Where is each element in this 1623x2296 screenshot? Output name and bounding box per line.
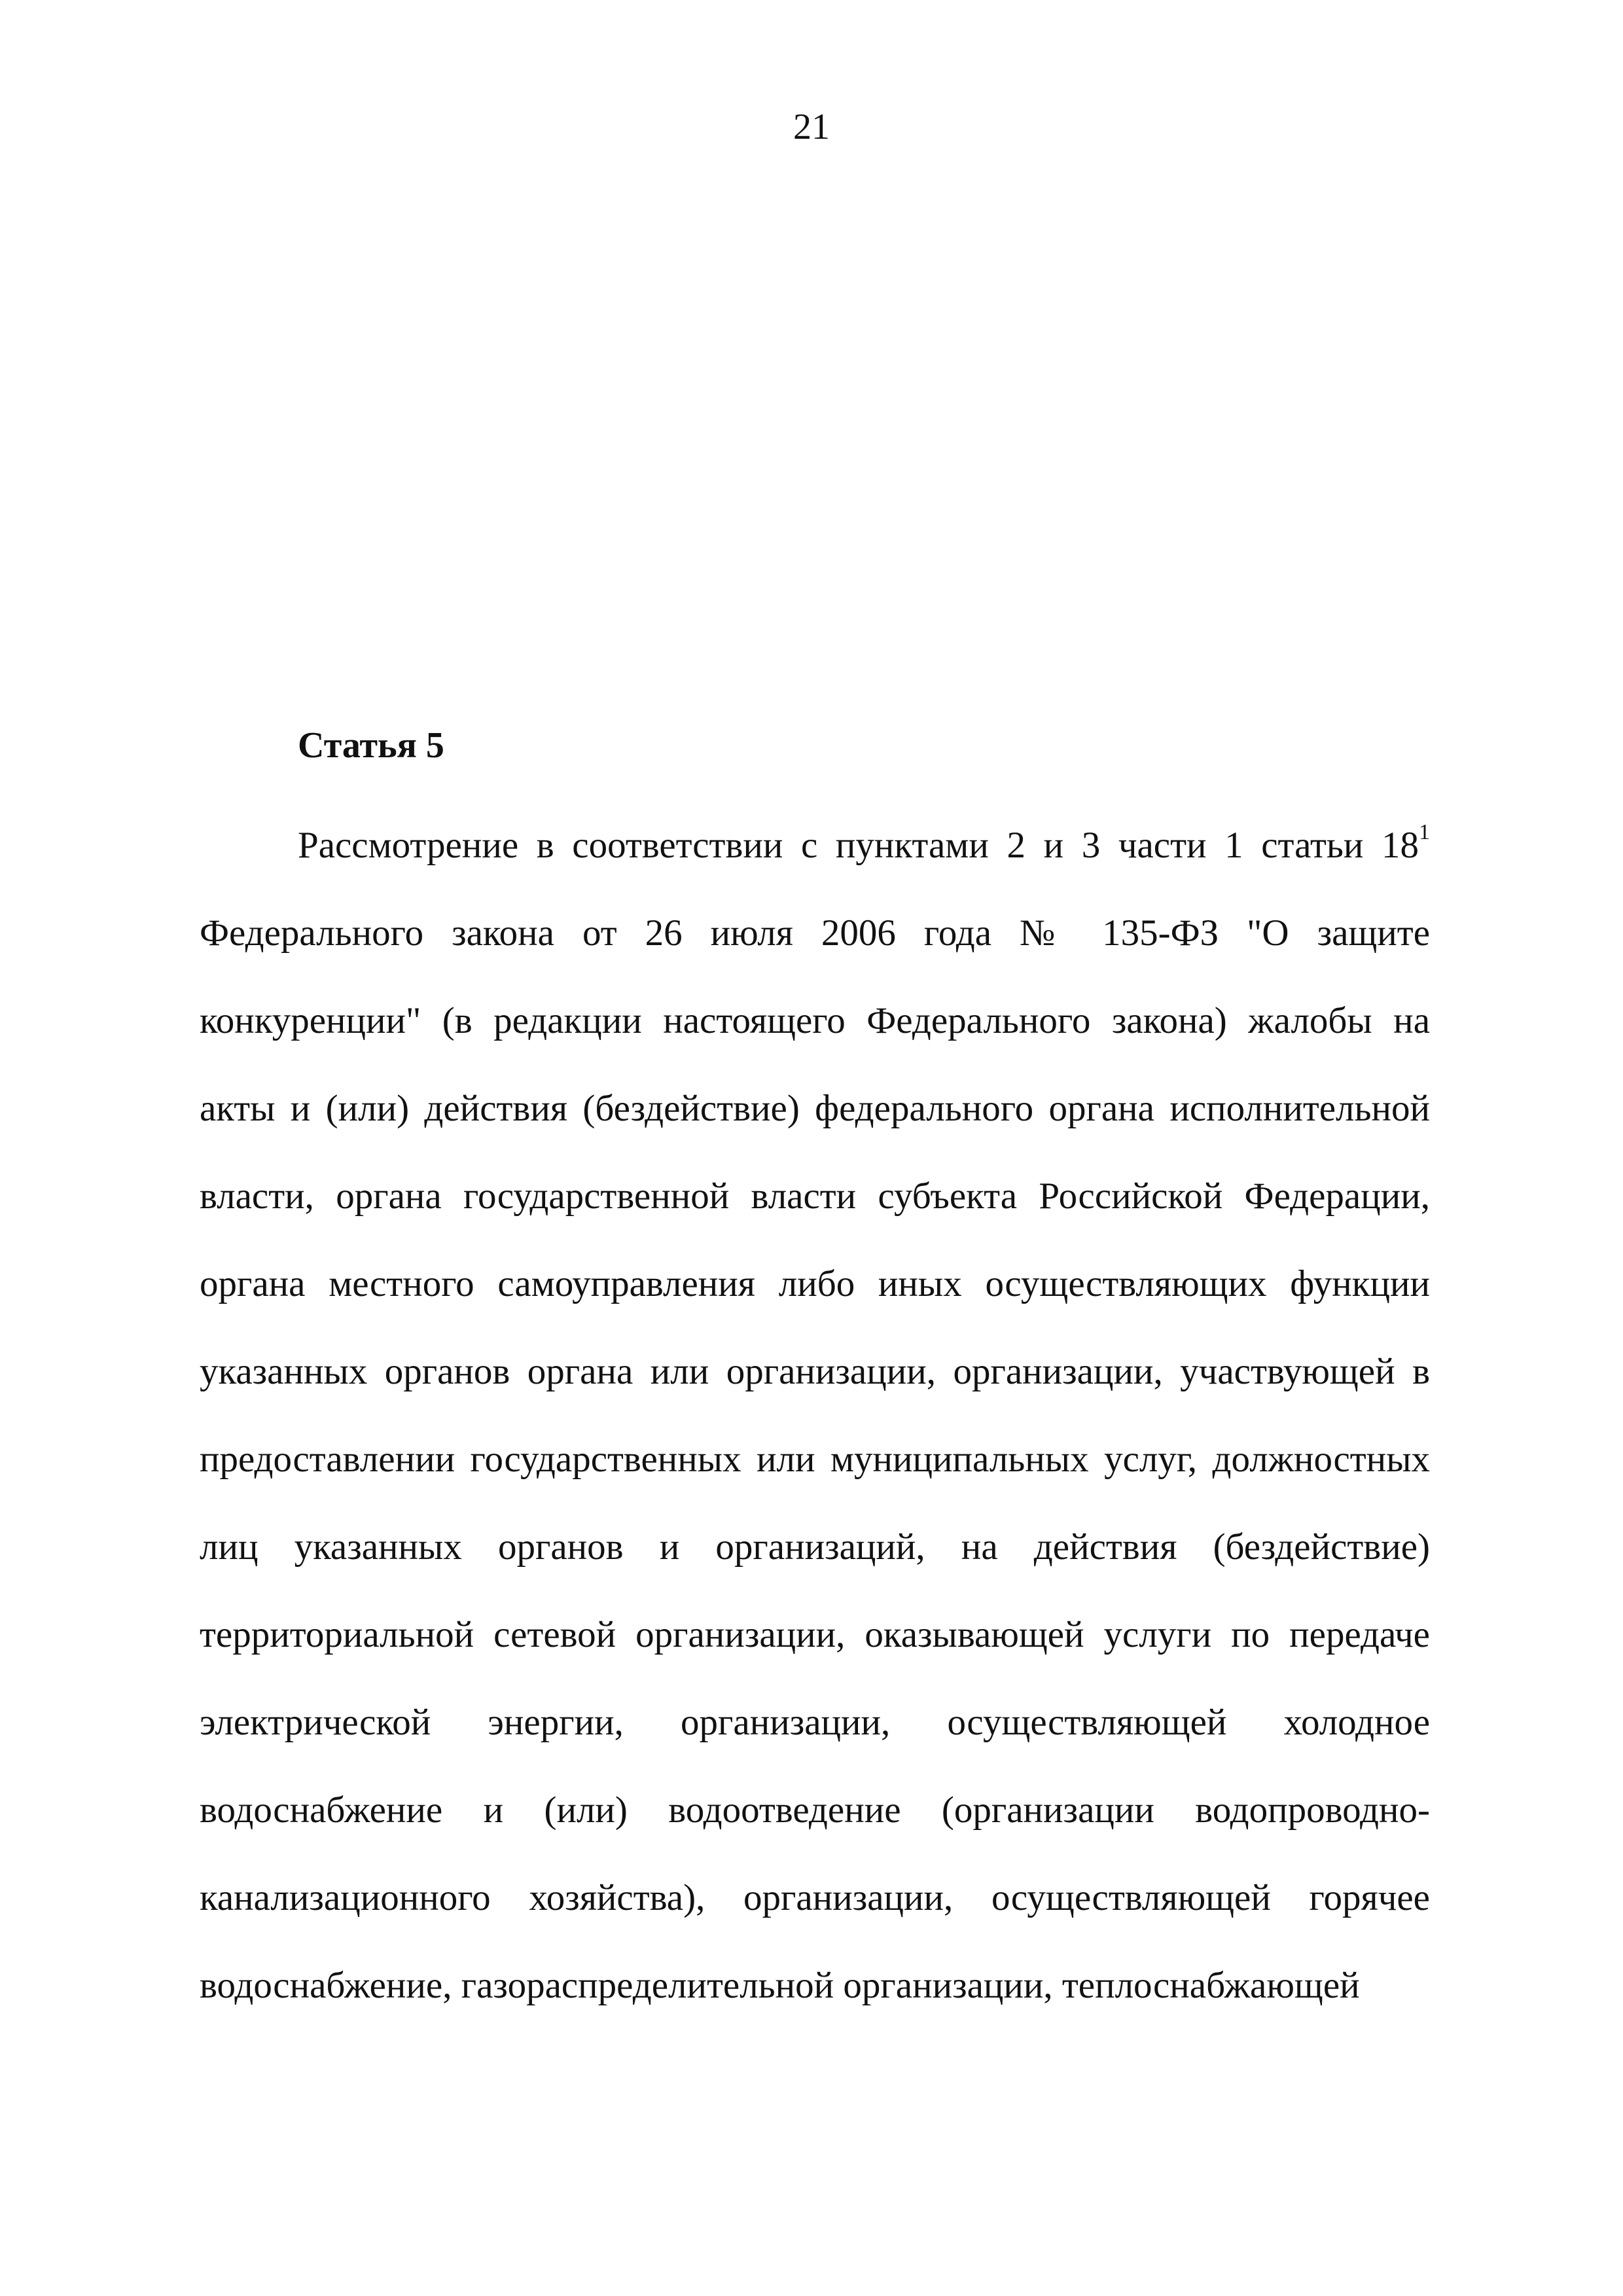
page-number: 21 (793, 107, 830, 147)
article-heading: Статья 5 (298, 725, 444, 766)
article-text-start: Рассмотрение в соответствии с пунктами 2 и 3 части 1 статьи 18 (298, 825, 1419, 866)
article-number-superscript: 1 (1419, 820, 1430, 844)
article-text-continuation: Федерального закона от 26 июля 2006 года № 135-ФЗ "О защите конкуренции" (в редакции настоящего Федерального закона) жалобы на акты и (или) действия (бездействие) федерального органа исполнительной власти, органа государственной власти субъекта Российской Федерации, органа местного самоуправления либо иных осуществляющих функции указанных органов органа или организации, организации, участвующей в предоставлении государственных или муниципальных услуг, должностных лиц указанных органов и организаций, на действия (бездействие) территориальной сетевой организации, оказывающей услуги по передаче электрической энергии, организации, осуществляющей холодное водоснабжение и (или) водоотведение (организации водопроводно-канализационного хозяйства), организации, осуществляющей горячее водоснабжение, газораспределительной организации, теплоснабжающей (200, 912, 1430, 2006)
article-body-paragraph (200, 802, 1430, 2030)
